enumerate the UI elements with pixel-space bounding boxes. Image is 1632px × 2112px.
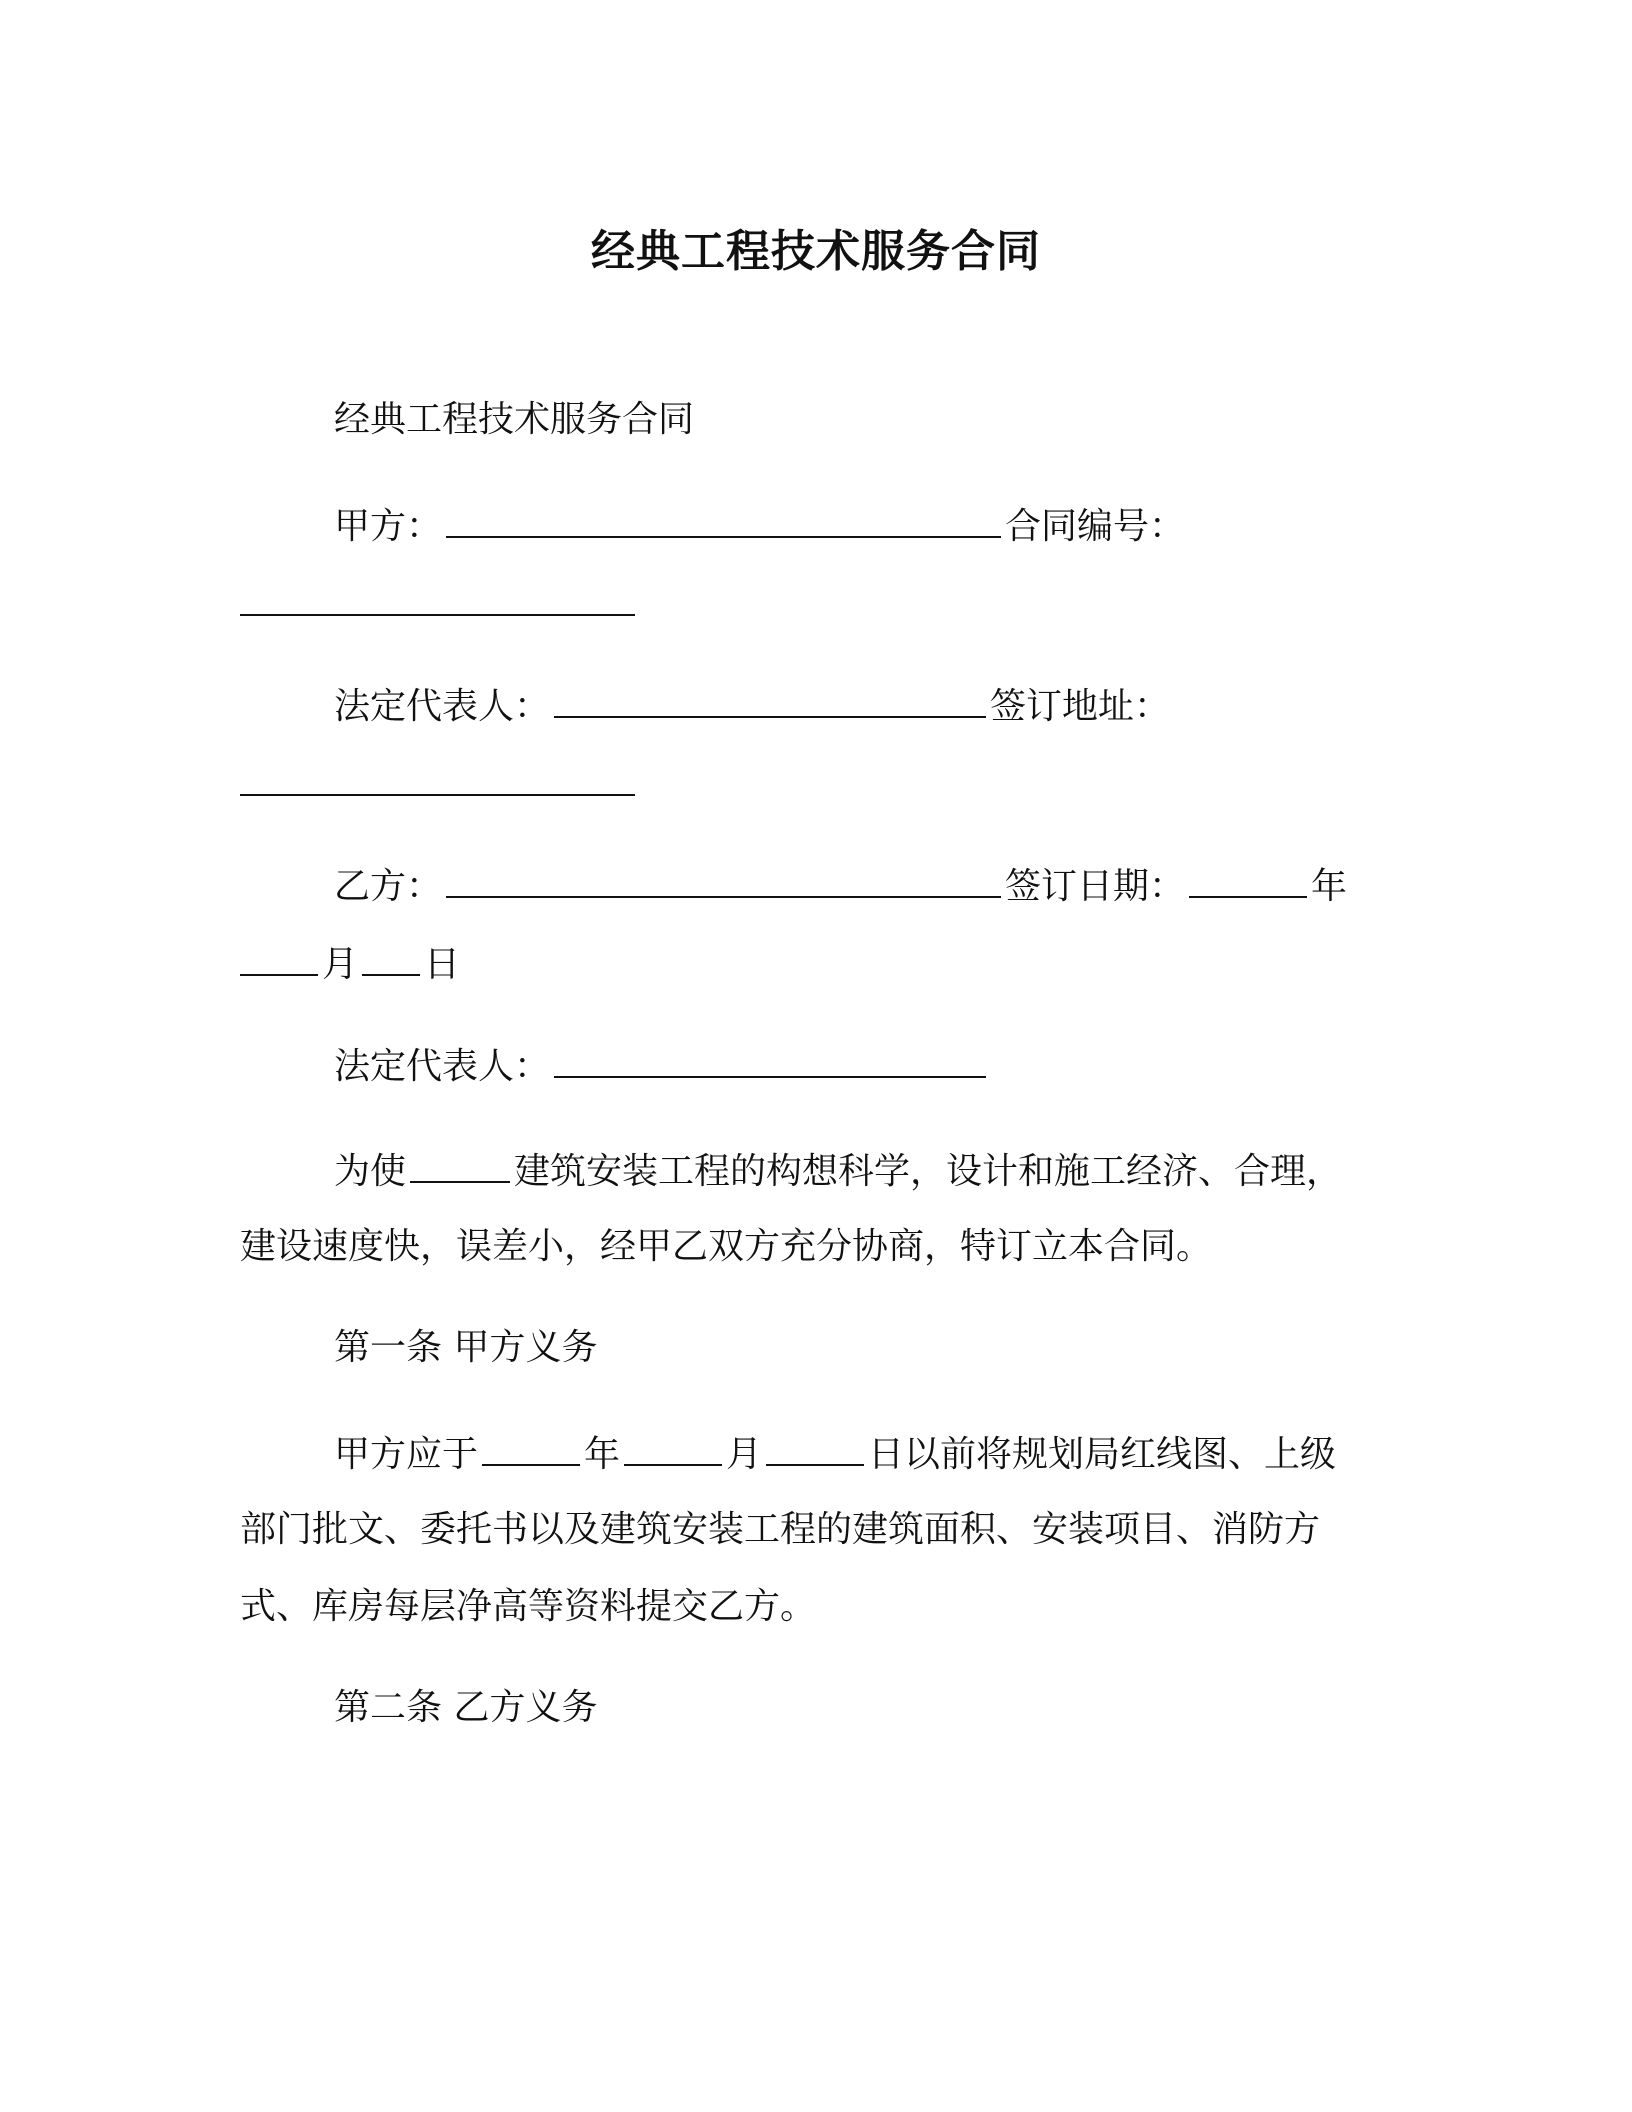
purpose-line-2 — [240, 1222, 1370, 1272]
article-1-line-1 — [240, 1428, 1370, 1480]
subtitle-text: 经典工程技术服务合同 — [334, 399, 695, 440]
sign-date-label: 签订日期： — [1005, 866, 1186, 907]
purpose-rest: 建筑安装工程的构想科学，设计和施工经济、合理， — [514, 1151, 1343, 1192]
article-1-line-3 — [240, 1582, 1370, 1632]
document-title: 经典工程技术服务合同 — [591, 226, 1041, 277]
article-1-day-blank[interactable] — [766, 1428, 864, 1466]
legal-rep-b-blank[interactable] — [554, 1040, 986, 1078]
article-1-year-blank[interactable] — [482, 1428, 580, 1466]
sign-month-blank[interactable] — [240, 938, 318, 976]
legal-rep-a-row — [240, 680, 1370, 732]
legal-rep-a-label: 法定代表人： — [334, 686, 551, 727]
article-1-line-2 — [240, 1505, 1370, 1555]
purpose-line-2-text: 建设速度快，误差小，经甲乙双方充分协商，特订立本合同。 — [240, 1226, 1213, 1267]
article-1-month-blank[interactable] — [624, 1428, 722, 1466]
legal-rep-b-label: 法定代表人： — [334, 1046, 551, 1087]
party-a-blank[interactable] — [446, 500, 1001, 538]
article-2-heading — [240, 1683, 1370, 1733]
sign-day-char: 日 — [424, 944, 461, 985]
article-1-heading-text: 第一条 甲方义务 — [334, 1327, 598, 1368]
sign-date-row-2 — [240, 938, 1370, 990]
party-a-row — [240, 500, 1370, 552]
sign-address-label: 签订地址： — [990, 686, 1171, 727]
article-1-line-3-text: 式、库房每层净高等资料提交乙方。 — [240, 1586, 817, 1627]
article-1-prefix: 甲方应于 — [334, 1434, 479, 1475]
sign-year-char: 年 — [1311, 866, 1348, 907]
project-name-blank[interactable] — [410, 1145, 510, 1183]
sign-address-row — [240, 758, 1370, 810]
contract-no-blank[interactable] — [240, 578, 635, 616]
document-subtitle — [240, 395, 1370, 445]
sign-year-blank[interactable] — [1189, 860, 1307, 898]
contract-no-label: 合同编号： — [1005, 506, 1186, 547]
purpose-prefix: 为使 — [334, 1151, 407, 1192]
article-1-line-2-text: 部门批文、委托书以及建筑安装工程的建筑面积、安装项目、消防方 — [240, 1509, 1321, 1550]
article-1-day-rest: 日以前将规划局红线图、上级 — [868, 1434, 1337, 1475]
legal-rep-a-blank[interactable] — [554, 680, 986, 718]
party-b-blank[interactable] — [446, 860, 1001, 898]
article-1-year: 年 — [584, 1434, 621, 1475]
sign-month-char: 月 — [322, 944, 359, 985]
article-1-month: 月 — [726, 1434, 763, 1475]
party-b-row — [240, 860, 1370, 912]
sign-address-blank[interactable] — [240, 758, 635, 796]
party-b-label: 乙方： — [334, 866, 443, 907]
sign-day-blank[interactable] — [362, 938, 420, 976]
article-1-heading — [240, 1323, 1370, 1373]
legal-rep-b-row — [240, 1040, 1370, 1092]
party-a-label: 甲方： — [334, 506, 443, 547]
purpose-line-1 — [240, 1145, 1370, 1197]
contract-no-row — [240, 578, 1370, 630]
article-2-heading-text: 第二条 乙方义务 — [334, 1687, 598, 1728]
